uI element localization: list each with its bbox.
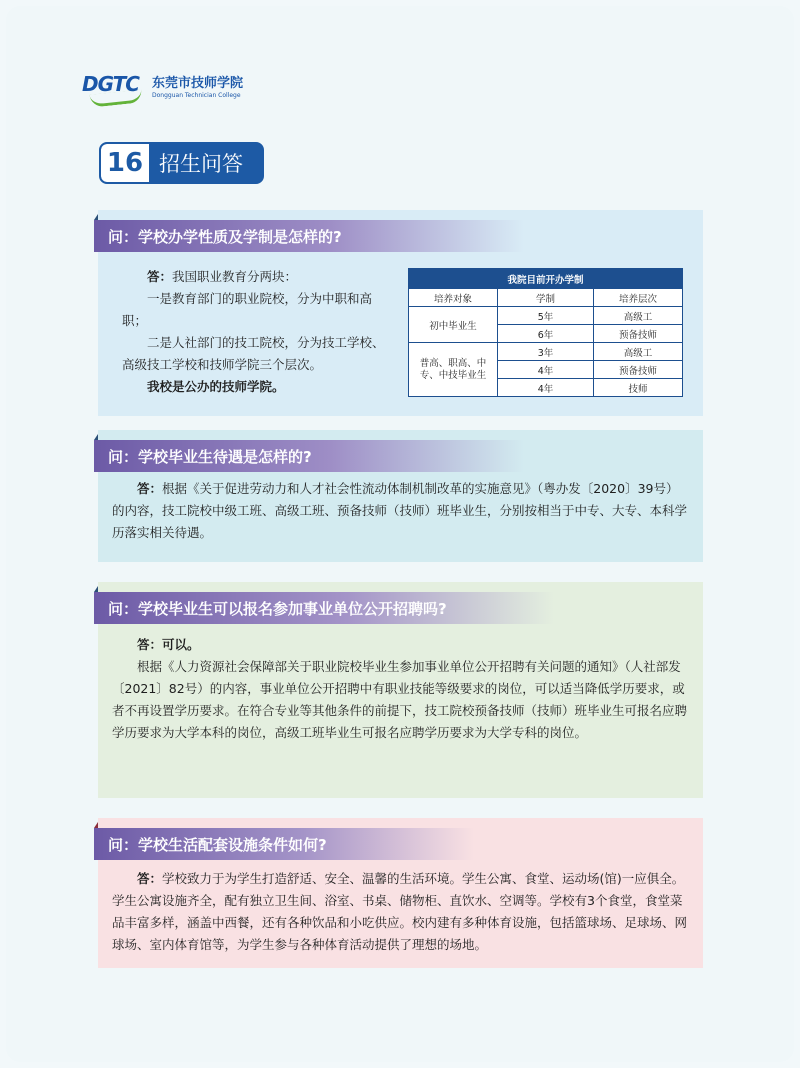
qa-card-living-facilities [98, 818, 703, 968]
answer-line: 答：我国职业教育分两块： [147, 269, 298, 284]
qa-card-school-nature [98, 210, 703, 416]
answer-label: 答：可以。 [137, 637, 200, 652]
section-title [99, 142, 264, 184]
table-cell: 预备技师 [594, 325, 683, 343]
section-number: 16 [101, 144, 149, 182]
table-cell: 预备技师 [594, 361, 683, 379]
question-banner: 问：学校毕业生可以报名参加事业单位公开招聘吗? [94, 592, 554, 624]
answer-paragraph: 答：根据《关于促进劳动力和人才社会性流动体制机制改革的实施意见》（粤办发〔2020〕39号）的内容，技工院校中级工班、高级工班、预备技师（技师）班毕业生，分别按相当于中专、大专、本科学历落实相关待遇。 [112, 481, 688, 540]
logo-mark [82, 70, 148, 106]
table-cell: 4年 [498, 379, 594, 397]
question-banner: 问：学校毕业生待遇是怎样的? [94, 440, 524, 472]
column-header: 培养对象 [409, 289, 498, 307]
logo-text [152, 76, 243, 100]
college-logo [82, 66, 243, 110]
column-header: 培养层次 [594, 289, 683, 307]
answer-line: 二是人社部门的技工院校，分为技工学校、高级技工学校和技师学院三个层次。 [122, 335, 385, 372]
answer-line: 我校是公办的技师学院。 [147, 379, 285, 394]
answer-paragraph: 答：学校致力于为学生打造舒适、安全、温馨的生活环境。学生公寓、食堂、运动场(馆)一应俱全。学生公寓设施齐全，配有独立卫生间、浴室、书桌、储物柜、直饮水、空调等。学校有3个食堂，食堂菜品丰富多样，涵盖中西餐，还有各种饮品和小吃供应。校内建有多种体育设施，包括篮球场、足球场、网球场、室内体育馆等，为学生参与各种体育活动提供了理想的场地。 [112, 871, 688, 952]
table-caption: 我院目前开办学制 [409, 269, 683, 289]
answer-paragraph: 根据《人力资源社会保障部关于职业院校毕业生参加事业单位公开招聘有关问题的通知》（人社部发〔2021〕82号）的内容，事业单位公开招聘中有职业技能等级要求的岗位，可以适当降低学历要求，或者不再设置学历要求。在符合专业等其他条件的前提下，技工院校预备技师（技师）班毕业生可报名应聘学历要求为大学本科的岗位，高级工班毕业生可报名应聘学历要求为大学专科的岗位。 [112, 659, 688, 740]
answer-label: 答： [137, 481, 163, 496]
answer-label: 答： [147, 269, 173, 284]
section-title-text: 招生问答 [159, 152, 243, 176]
table-cell: 技师 [594, 379, 683, 397]
table-cell: 高级工 [594, 307, 683, 325]
answer-body [112, 634, 689, 744]
table-cell: 初中毕业生 [409, 307, 498, 343]
answer-line: 一是教育部门的职业院校，分为中职和高职； [122, 291, 373, 328]
table-cell: 高级工 [594, 343, 683, 361]
answer-body [112, 868, 689, 956]
answer-label: 答： [137, 871, 163, 886]
table-header-row [409, 289, 683, 307]
question-banner: 问：学校生活配套设施条件如何? [94, 828, 474, 860]
answer-body [122, 266, 390, 398]
logo-name-cn: 东莞市技师学院 [152, 76, 244, 91]
qa-card-public-recruitment [98, 582, 703, 798]
column-header: 学制 [498, 289, 594, 307]
qa-card-graduate-treatment [98, 430, 703, 562]
table-cell: 普高、职高、中专、中技毕业生 [409, 343, 498, 397]
table-cell: 5年 [498, 307, 594, 325]
table-cell: 6年 [498, 325, 594, 343]
table-row [409, 343, 683, 361]
table-cell: 4年 [498, 361, 594, 379]
logo-name-en: Dongguan Technician College [152, 92, 241, 99]
answer-body [112, 478, 689, 544]
question-banner: 问：学校办学性质及学制是怎样的? [94, 220, 524, 252]
logo-letters: DGTC [82, 72, 139, 96]
table-row [409, 307, 683, 325]
table-cell: 3年 [498, 343, 594, 361]
program-table [408, 268, 683, 397]
